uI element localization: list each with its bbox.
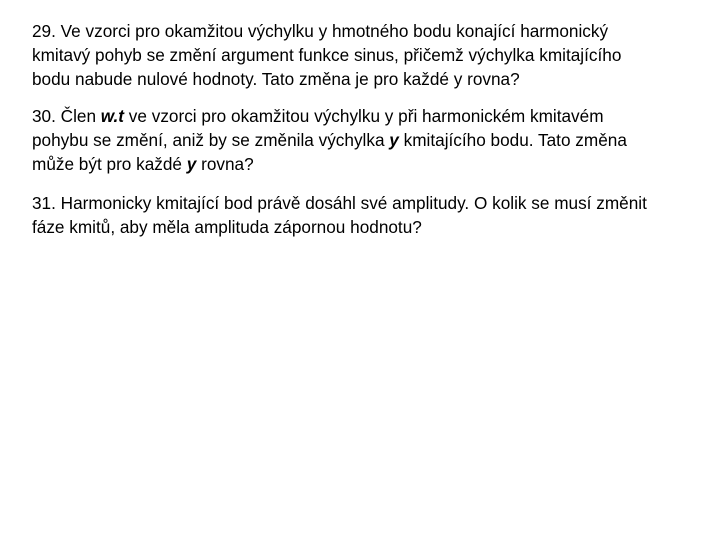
question-31-line-2: fáze kmitů, aby měla amplituda zápornou hodnotu? xyxy=(32,217,422,237)
question-30-line-3 xyxy=(32,152,692,176)
question-31-line-1: 31. Harmonicky kmitající bod právě dosáhl své amplitudy. O kolik se musí změnit xyxy=(32,193,647,213)
question-29-line-3: bodu nabude nulové hodnoty. Tato změna je pro každé y rovna? xyxy=(32,69,520,89)
question-30 xyxy=(32,104,692,176)
question-29 xyxy=(32,19,692,91)
question-30-text: může být pro každé xyxy=(32,154,187,174)
question-30-term-y: y xyxy=(389,130,399,150)
question-30-text: pohybu se změní, aniž by se změnila výchylka xyxy=(32,130,390,150)
question-30-text: kmitajícího bodu. Tato změna xyxy=(398,130,627,150)
question-30-term-wt: w.t xyxy=(100,106,125,126)
question-29-line-1: 29. Ve vzorci pro okamžitou výchylku y hmotného bodu konající harmonický xyxy=(32,21,609,41)
question-30-text: ve vzorci pro okamžitou výchylku y při harmonickém kmitavém xyxy=(124,106,604,126)
question-30-text: rovna? xyxy=(196,154,254,174)
question-30-line-2 xyxy=(32,128,692,152)
question-30-term-y: y xyxy=(186,154,197,174)
question-30-text: 30. Člen xyxy=(32,106,101,126)
question-31 xyxy=(32,191,692,239)
question-29-line-2: kmitavý pohyb se změní argument funkce sinus, přičemž výchylka kmitajícího xyxy=(32,45,622,65)
question-30-line-1 xyxy=(32,104,692,128)
